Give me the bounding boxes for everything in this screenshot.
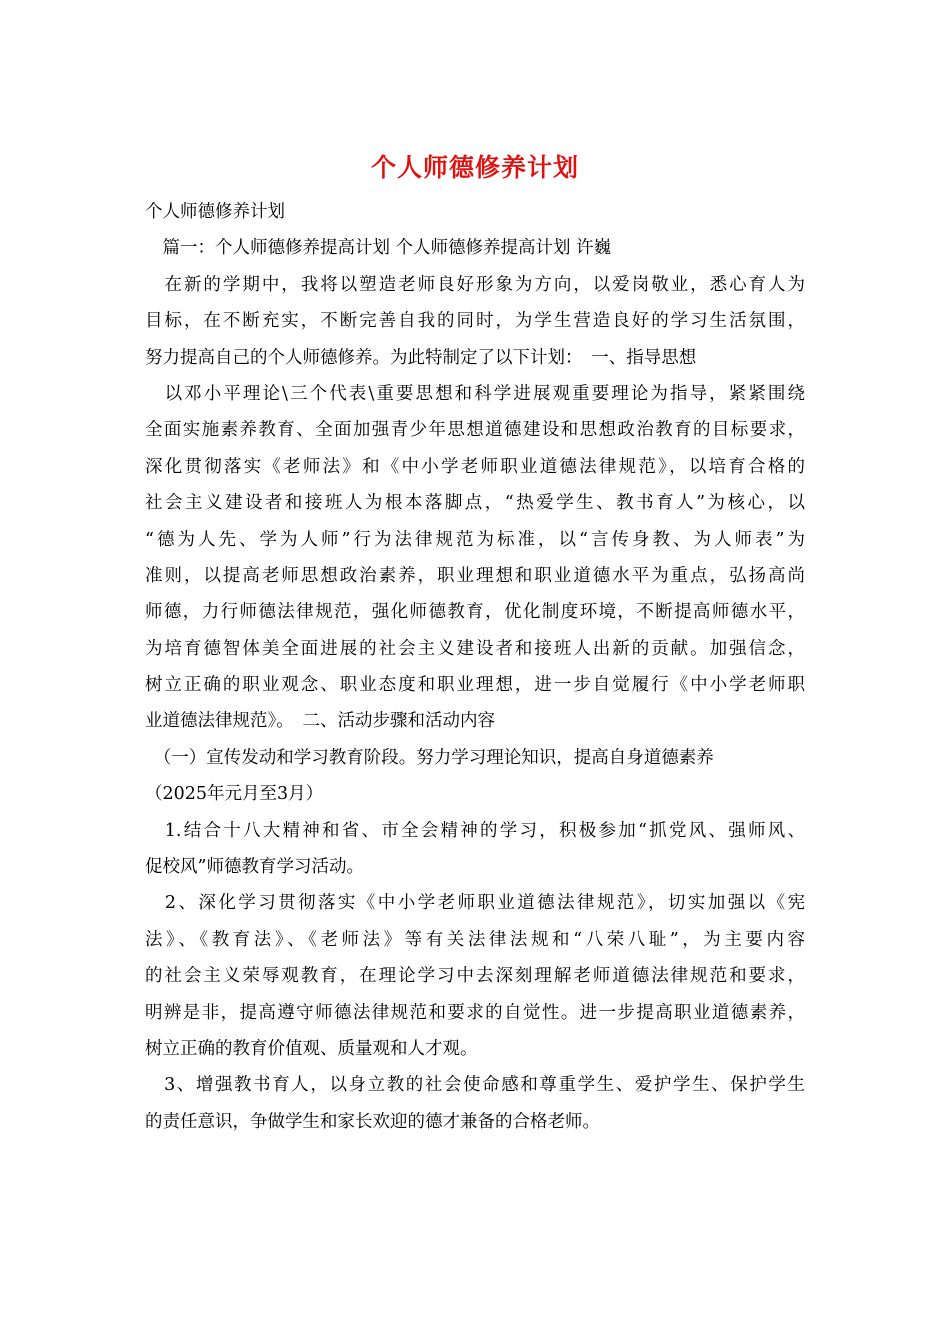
text-line: 师德，力行师德法律规范，强化师德教育，优化制度环境，不断提高师德水平，: [145, 602, 805, 623]
text-line: 的社会主义荣辱观教育，在理论学习中去深刻理解老师道德法律规范和要求，: [145, 966, 805, 987]
document-title: 个人师德修养计划: [370, 153, 579, 182]
text-line: 准则，以提高老师思想政治素养，职业理想和职业道德水平为重点，弘扬高尚: [145, 565, 805, 586]
text-line: 的责任意识，争做学生和家长欢迎的德才兼备的合格老师。: [145, 1111, 600, 1132]
text-line: 明辨是非，提高遵守师德法律规范和要求的自觉性。进一步提高职业道德素养，: [145, 1002, 805, 1023]
text-line: 深化贯彻落实《老师法》和《中小学老师职业道德法律规范》，以培育合格的: [145, 456, 805, 477]
text-line: “德为人先、学为人师”行为法律规范为标准，以“言传身教、为人师表”为: [145, 529, 805, 550]
text-line: 促校风”师德教育学习活动。: [145, 857, 364, 878]
text-line: （一）宣传发动和学习教育阶段。努力学习理论知识，提高自身道德素养: [145, 747, 714, 768]
text-line: 在新的学期中，我将以塑造老师良好形象为方向，以爱岗敬业，悉心育人为: [145, 274, 805, 295]
text-line: 篇一：个人师德修养提高计划 个人师德修养提高计划 许巍: [145, 238, 612, 259]
document-body: [145, 194, 805, 1140]
text-line: 树立正确的教育价值观、质量观和人才观。: [145, 1038, 478, 1059]
text-line: 法》、《教育法》、《老师法》等有关法律法规和“八荣八耻”，为主要内容: [145, 929, 805, 950]
text-line: 2、深化学习贯彻落实《中小学老师职业道德法律规范》，切实加强以《宪: [145, 893, 805, 914]
text-line: 以邓小平理论\三个代表\重要思想和科学进展观重要理论为指导，紧紧围绕: [145, 383, 805, 404]
text-line: 全面实施素养教育、全面加强青少年思想道德建设和思想政治教育的目标要求，: [145, 420, 805, 441]
text-line: 目标，在不断充实，不断完善自我的同时，为学生营造良好的学习生活氛围，: [145, 311, 805, 332]
text-line: 个人师德修养计划: [145, 202, 285, 222]
text-line: 树立正确的职业观念、职业态度和职业理想，进一步自觉履行《中小学老师职: [145, 675, 805, 696]
text-line: （2025年元月至3月）: [145, 784, 324, 805]
text-line: 努力提高自己的个人师德修养。为此特制定了以下计划： 一、指导思想: [145, 347, 697, 368]
text-line: 社会主义建设者和接班人为根本落脚点，“热爱学生、教书育人”为核心，以: [145, 493, 805, 514]
text-line: 3、增强教书育人，以身立教的社会使命感和尊重学生、爱护学生、保护学生: [145, 1075, 805, 1096]
text-line: 1.结合十八大精神和省、市全会精神的学习，积极参加“抓党风、强师风、: [145, 820, 805, 841]
text-line: 业道德法律规范》。 二、活动步骤和活动内容: [145, 711, 495, 732]
text-line: 为培育德智体美全面进展的社会主义建设者和接班人出新的贡献。加强信念，: [145, 638, 805, 659]
